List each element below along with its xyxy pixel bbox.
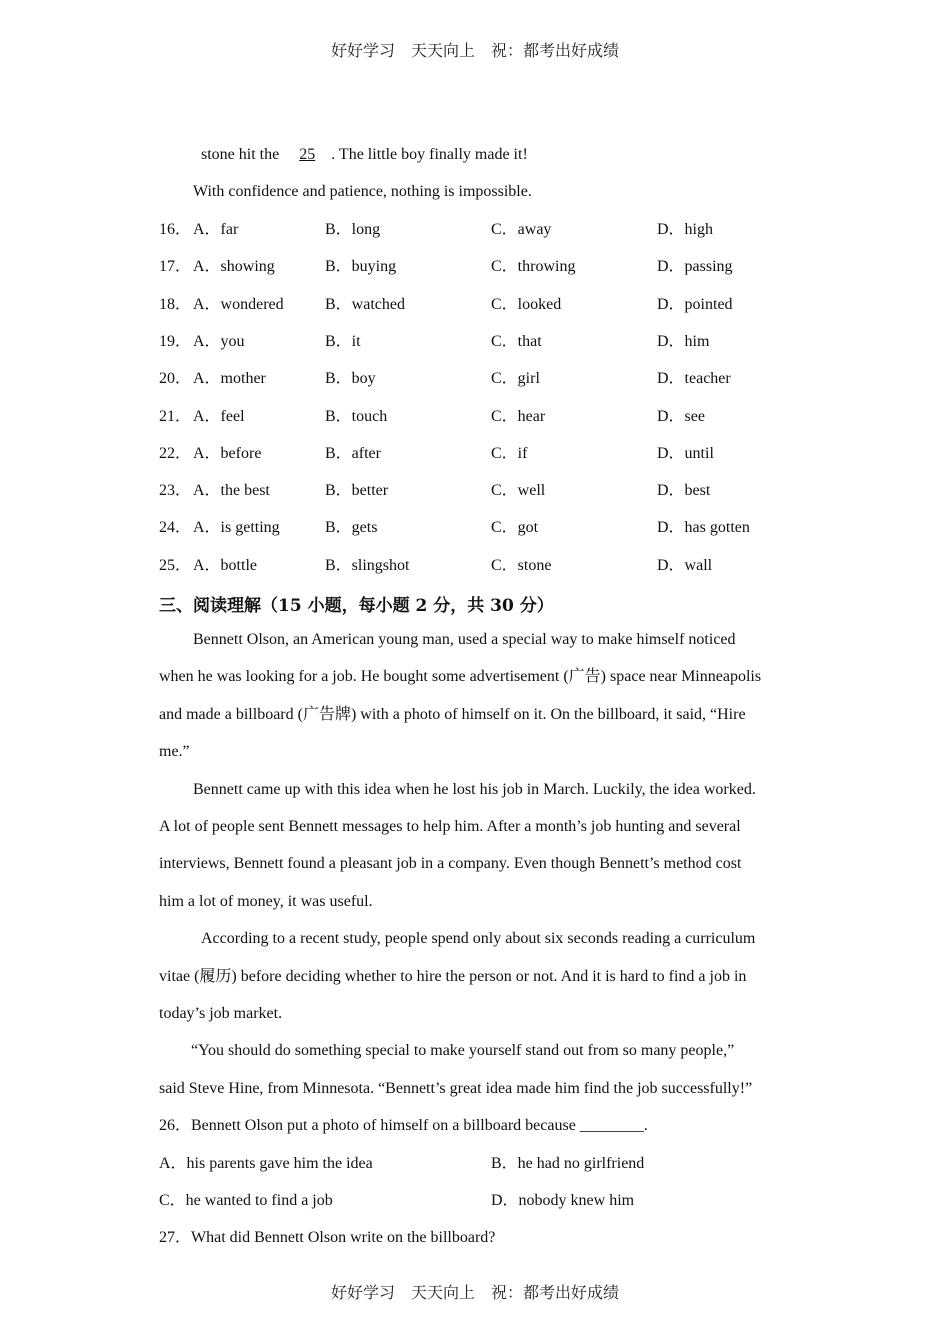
option-d[interactable]: D．wall	[657, 556, 713, 574]
passage-line: A lot of people sent Bennett messages to help him. After a month’s job hunting and several	[159, 817, 741, 835]
passage-line: said Steve Hine, from Minnesota. “Bennett’s great idea made him find the job successfully!”	[159, 1079, 753, 1097]
option-b[interactable]: B．boy	[325, 370, 376, 388]
option-a[interactable]: A．is getting	[193, 519, 280, 537]
passage-line: “You should do something special to make yourself stand out from so many people,”	[191, 1042, 735, 1060]
option-c[interactable]: C．that	[491, 332, 542, 350]
question-row	[159, 256, 799, 278]
question-row	[159, 294, 799, 316]
option-d[interactable]: D．teacher	[657, 370, 731, 388]
option-c[interactable]: C．well	[491, 482, 546, 500]
option-c[interactable]: C．throwing	[491, 258, 576, 276]
passage-line: and made a billboard (广告牌) with a photo of himself on it. On the billboard, it said, “Hire	[159, 705, 746, 723]
option-d[interactable]: D．pointed	[657, 295, 733, 313]
question-26-option-d[interactable]: D．nobody knew him	[491, 1192, 635, 1209]
question-row	[159, 331, 799, 353]
option-d[interactable]: D．see	[657, 407, 705, 425]
option-a[interactable]: A．you	[193, 332, 245, 350]
option-b[interactable]: B．buying	[325, 258, 397, 276]
intro-sentence	[201, 145, 528, 165]
page-header: 好好学习 天天向上 祝：都考出好成绩	[330, 41, 619, 60]
option-c[interactable]: C．away	[491, 221, 552, 238]
option-b[interactable]: B．long	[325, 221, 381, 238]
option-c[interactable]: C．hear	[491, 407, 546, 425]
passage-line: Bennett came up with this idea when he lost his job in March. Luckily, the idea worked.	[193, 780, 756, 798]
passage-line: Bennett Olson, an American young man, used a special way to make himself noticed	[193, 631, 736, 648]
option-d[interactable]: D．best	[657, 482, 711, 500]
option-c[interactable]: C．got	[491, 519, 539, 537]
option-a[interactable]: A．before	[193, 444, 262, 462]
passage-line: today’s job market.	[159, 1004, 283, 1022]
question-number: 18．	[159, 295, 192, 313]
passage-line: when he was looking for a job. He bought some advertisement (广告) space near Minneapolis	[159, 668, 762, 686]
question-row	[159, 555, 799, 577]
blank-25: 25	[299, 146, 316, 163]
question-row	[159, 406, 799, 428]
question-row	[159, 219, 799, 241]
question-26-option-a[interactable]: A．his parents gave him the idea	[159, 1155, 373, 1172]
option-c[interactable]: C．stone	[491, 556, 552, 574]
passage-line: vitae (履历) before deciding whether to hire the person or not. And it is hard to find a job in	[159, 967, 747, 985]
option-c[interactable]: C．girl	[491, 370, 540, 388]
option-b[interactable]: B．better	[325, 482, 389, 500]
option-a[interactable]: A．feel	[193, 407, 245, 425]
option-c[interactable]: C．if	[491, 444, 528, 462]
option-b[interactable]: B．slingshot	[325, 556, 410, 574]
passage	[159, 621, 799, 1107]
passage-line: me.”	[159, 743, 190, 761]
option-a[interactable]: A．the best	[193, 482, 270, 500]
page-footer: 好好学习 天天向上 祝：都考出好成绩	[330, 1283, 619, 1302]
option-d[interactable]: D．until	[657, 444, 714, 462]
option-d[interactable]: D．has gotten	[657, 519, 750, 537]
question-row	[159, 368, 799, 390]
question-27-stem: 27．What did Bennett Olson write on the billboard?	[159, 1229, 496, 1246]
option-a[interactable]: A．showing	[193, 258, 275, 276]
question-number: 16．	[159, 221, 192, 238]
question-row	[159, 517, 799, 539]
passage-line: According to a recent study, people spend only about six seconds reading a curriculum	[201, 930, 756, 948]
question-number: 20．	[159, 370, 192, 388]
question-number: 25．	[159, 556, 192, 574]
question-number: 24．	[159, 519, 192, 537]
question-number: 23．	[159, 482, 192, 500]
section-title: 三、阅读理解（15 小题，每小题 2 分，共 30 分）	[159, 596, 554, 616]
question-26-option-b[interactable]: B．he had no girlfriend	[491, 1155, 645, 1172]
question-number: 19．	[159, 332, 192, 350]
option-a[interactable]: A．bottle	[193, 556, 257, 574]
intro-closing: With confidence and patience, nothing is impossible.	[193, 183, 532, 200]
question-26-option-c[interactable]: C．he wanted to find a job	[159, 1192, 333, 1209]
option-b[interactable]: B．touch	[325, 407, 388, 425]
question-row	[159, 480, 799, 502]
question-number: 17．	[159, 258, 192, 276]
option-b[interactable]: B．watched	[325, 295, 405, 313]
option-c[interactable]: C．looked	[491, 295, 562, 313]
option-a[interactable]: A．mother	[193, 370, 266, 388]
intro-before-blank: stone hit the	[201, 146, 284, 163]
option-d[interactable]: D．passing	[657, 258, 733, 276]
question-number: 21．	[159, 407, 192, 425]
question-row	[159, 443, 799, 465]
option-d[interactable]: D．him	[657, 332, 710, 350]
option-a[interactable]: A．wondered	[193, 295, 284, 313]
question-26-stem: 26．Bennett Olson put a photo of himself on a billboard because ________.	[159, 1117, 648, 1134]
option-b[interactable]: B．after	[325, 444, 381, 462]
intro-after-blank: . The little boy finally made it!	[331, 146, 528, 163]
option-d[interactable]: D．high	[657, 221, 714, 238]
question-number: 22．	[159, 444, 192, 462]
passage-line: interviews, Bennett found a pleasant job in a company. Even though Bennett’s method cost	[159, 855, 742, 873]
option-a[interactable]: A．far	[193, 221, 239, 238]
option-b[interactable]: B．gets	[325, 519, 378, 537]
passage-line: him a lot of money, it was useful.	[159, 892, 373, 910]
option-b[interactable]: B．it	[325, 332, 361, 350]
